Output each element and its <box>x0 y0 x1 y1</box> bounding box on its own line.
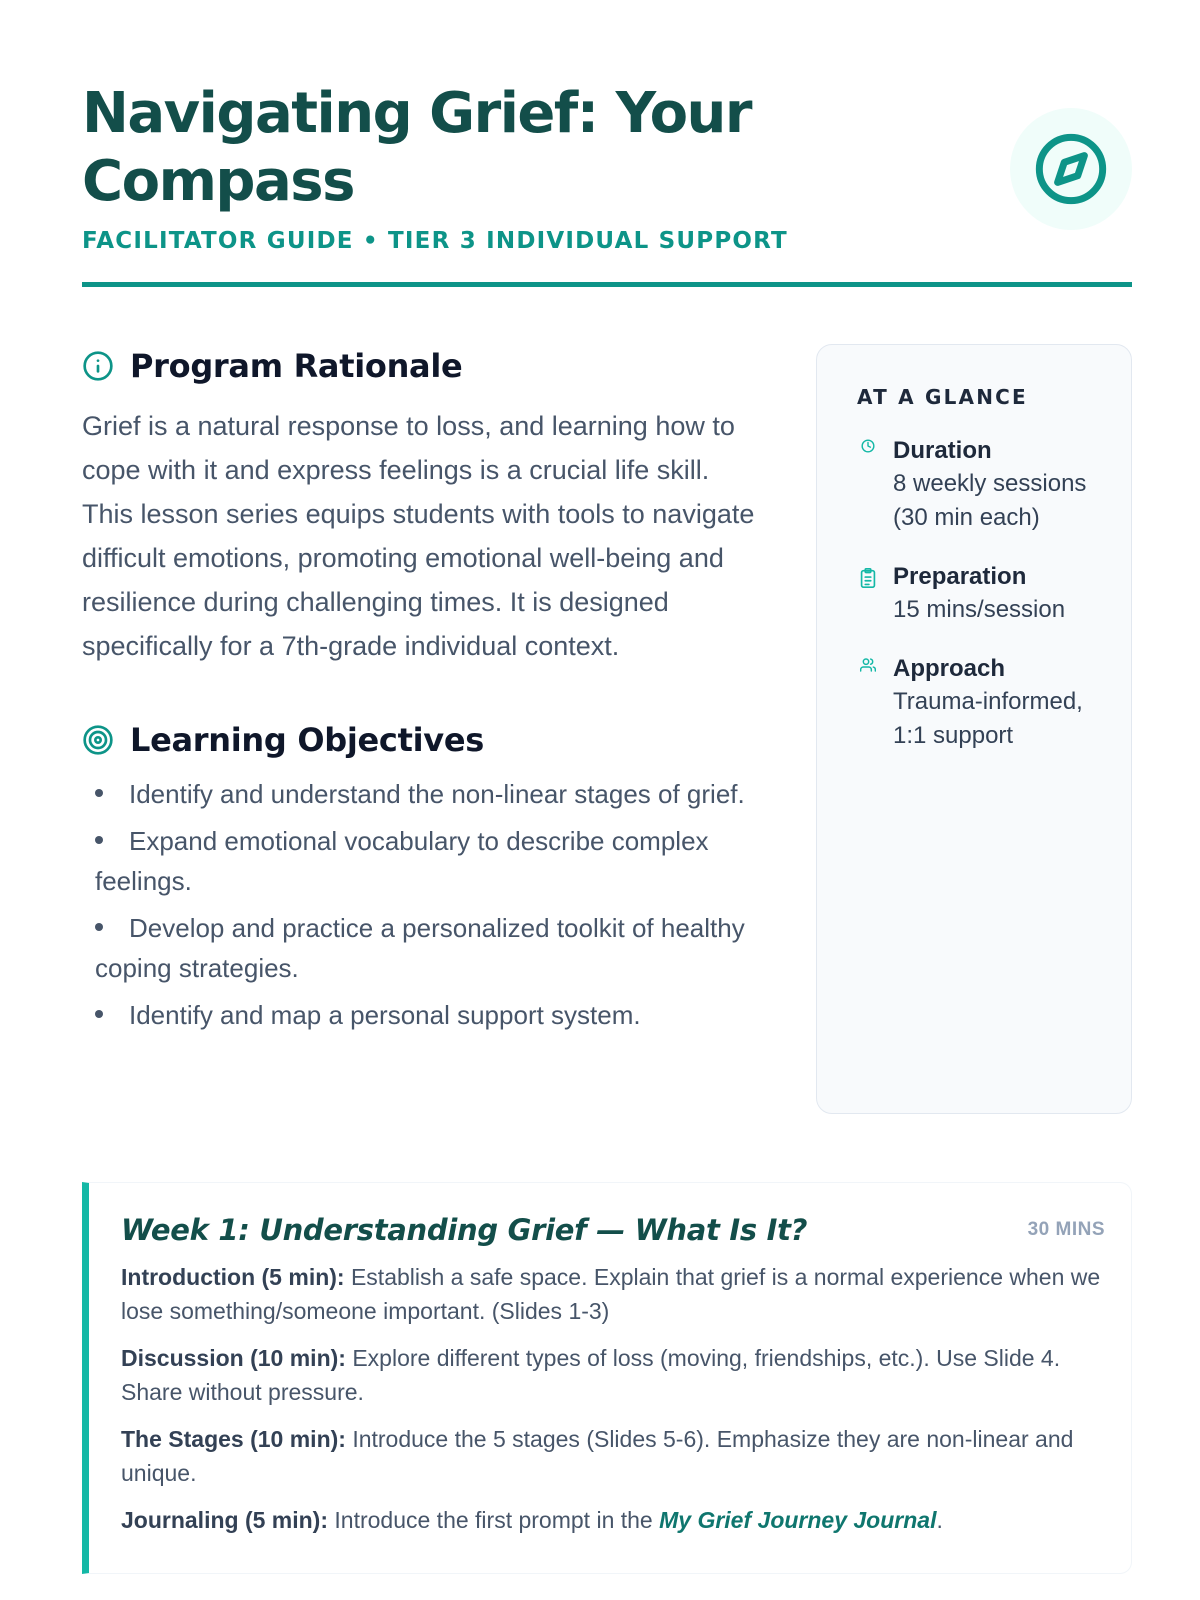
glance-item-duration <box>857 435 1091 535</box>
glance-item-approach <box>857 653 1091 753</box>
rationale-heading-text: Program Rationale <box>130 347 463 385</box>
week-duration: 30 MINS <box>1027 1219 1105 1240</box>
glance-label: Duration <box>893 437 992 464</box>
page-header <box>82 80 1132 254</box>
info-icon <box>82 350 114 382</box>
target-icon <box>82 724 114 756</box>
glance-item-preparation <box>857 561 1091 627</box>
activity-item: Introduction (5 min): Establish a safe space. Explain that grief is a normal experience when we lose something/someone important. (Slides 1-3) <box>121 1264 1101 1324</box>
clipboard-icon <box>857 565 879 587</box>
week-activities <box>121 1260 1105 1537</box>
objectives-list <box>82 774 752 1035</box>
rationale-heading <box>82 344 762 388</box>
main-column <box>82 344 762 1042</box>
page-title: Navigating Grief: Your Compass <box>82 81 752 214</box>
list-item: Identify and map a personal support system. <box>82 995 752 1035</box>
journal-title: My Grief Journey Journal <box>659 1507 937 1533</box>
rationale-body: Grief is a natural response to loss, and learning how to cope with it and express feelings is a crucial life skill. This lesson series equips students with tools to navigate difficult emotions, promoting emotional well-being and resilience during challenging times. It is designed specifically for a 7th-grade individual context. <box>82 411 755 661</box>
activity-item: Journaling (5 min): Introduce the first prompt in the My Grief Journey Journal. <box>121 1507 943 1533</box>
activity-item: The Stages (10 min): Introduce the 5 stages (Slides 5-6). Emphasize they are non-linear and unique. <box>121 1426 1074 1486</box>
list-item: Develop and practice a personalized toolkit of healthy coping strategies. <box>95 913 745 983</box>
page-subtitle: FACILITATOR GUIDE • TIER 3 INDIVIDUAL SUPPORT <box>82 228 788 254</box>
at-a-glance-panel <box>816 344 1132 1114</box>
objectives-heading <box>82 718 762 762</box>
activity-item: Discussion (10 min): Explore different types of loss (moving, friendships, etc.). Use Slide 4. Share without pressure. <box>121 1345 1061 1405</box>
list-item: Identify and understand the non-linear stages of grief. <box>82 774 752 814</box>
week-1-card <box>82 1182 1132 1574</box>
glance-label: Approach <box>893 655 1006 682</box>
glance-value: 15 mins/session <box>893 596 1066 623</box>
list-item: Expand emotional vocabulary to describe complex feelings. <box>95 826 709 896</box>
header-divider <box>82 282 1132 287</box>
compass-icon <box>1033 131 1109 207</box>
compass-badge <box>1010 108 1132 230</box>
week-title: Week 1: Understanding Grief — What Is It? <box>121 1213 808 1247</box>
objectives-heading-text: Learning Objectives <box>130 721 484 759</box>
glance-value: Trauma-informed, 1:1 support <box>893 688 1083 749</box>
glance-label: Preparation <box>893 563 1027 590</box>
glance-title: AT A GLANCE <box>857 385 1028 409</box>
week-header <box>121 1213 1105 1247</box>
users-icon <box>857 657 879 679</box>
glance-value: 8 weekly sessions (30 min each) <box>893 470 1087 531</box>
clock-icon <box>857 439 879 461</box>
